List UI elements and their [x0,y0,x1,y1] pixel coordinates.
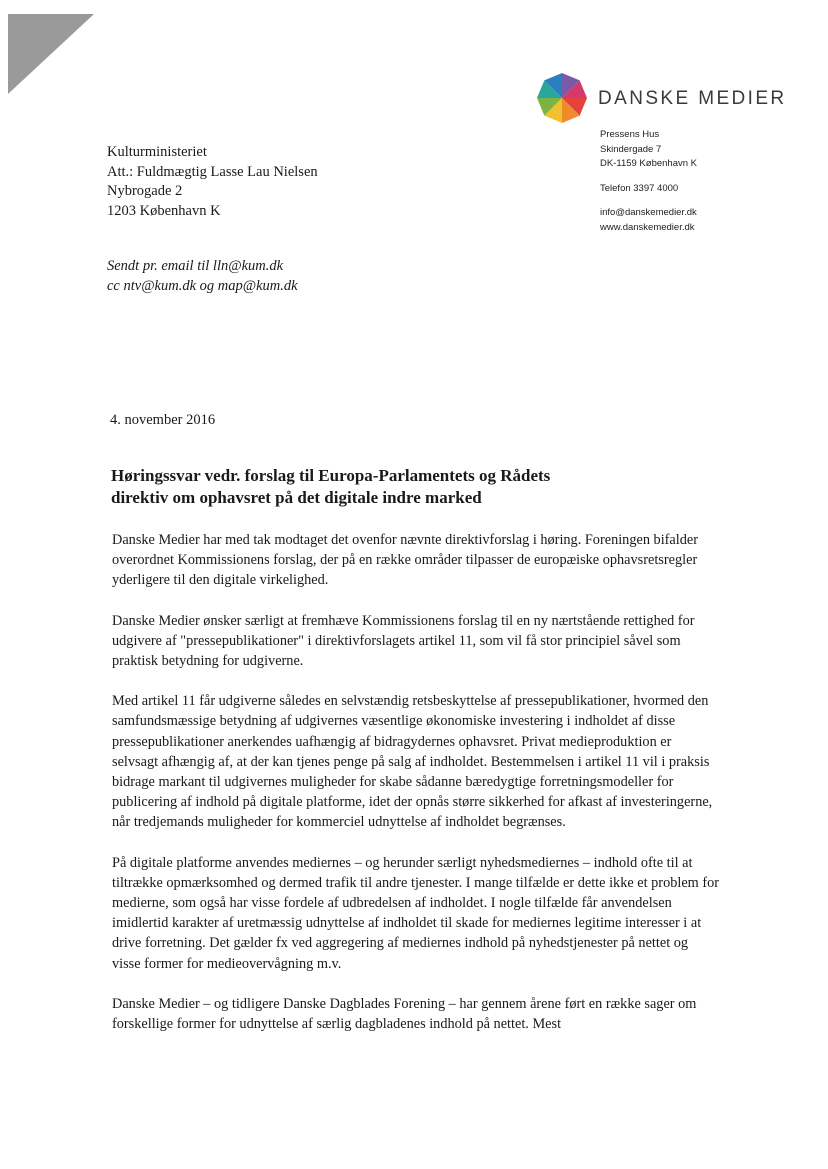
sender-address-block [600,128,697,235]
body-paragraph: Danske Medier ønsker særligt at fremhæve Kommissionens forslag til en ny nærtstående rettighed for udgivere af "pressepublikationer" i direktivforslagets artikel 11, som vil få stor principiel såvel som praktisk betydning for udgiverne. [112,612,695,670]
recipient-line: Att.: Fuldmægtig Lasse Lau Nielsen [107,163,318,180]
body-paragraph: Med artikel 11 får udgiverne således en selvstændig retsbeskyttelse af pressepublikationer, hvormed den samfundsmæssige betydning af udgivernes væsentlige økonomiske investering i indholdet af disse pressepublikationer anerkendes uafhængig af bidragydernes ophavsret. Privat medieproduktion er selvsagt afhængig af, at der kan tjenes penge på salg af indholdet. Bestemmelsen i artikel 11 vil i praksis bidrage markant til udgivernes muligheder for skabe sådanne bæredygtige forretningsmodeller for publicering af indhold på digitale platforme, idet der opnås større sikkerhed for afkast af investeringerne, når tredjemands muligheder for kommerciel udnyttelse af indholdet begrænses. [112,693,713,831]
recipient-line: Nybrogade 2 [107,183,183,199]
recipient-address-block [107,143,318,221]
sent-via-note [107,257,298,296]
letter-body [112,530,720,1054]
body-paragraph: Danske Medier – og tidligere Danske Dagblades Forening – har gennem årene ført en række sager om forskellige former for udnyttelse af særlig dagbladenes indhold på nettet. Mest [112,995,697,1033]
sender-city: DK-1159 København K [600,158,697,169]
cc-line: cc ntv@kum.dk og map@kum.dk [107,277,298,294]
sender-street: Skindergade 7 [600,143,662,155]
title-line: Høringssvar vedr. forslag til Europa-Parlamentets og Rådets [111,466,551,485]
sent-via-line: Sendt pr. email til lln@kum.dk [107,258,284,274]
recipient-line: Kulturministeriet [107,144,207,160]
sender-web: www.danskemedier.dk [600,221,695,233]
body-paragraph: Danske Medier har med tak modtaget det ovenfor nævnte direktivforslag i høring. Foreningen bifalder overordnet Kommissionens forslag, der på en række områder tilpasser de europæiske ophavsretsregler yderligere til den digitale virkelighed. [112,532,699,589]
page-corner-fold [8,14,94,94]
body-paragraph: På digitale platforme anvendes mediernes – og herunder særligt nyhedsmediernes – indhold ofte til at tiltrække opmærksomhed og dermed trafik til andre tjenester. I mange tilfælde er dette ikke et problem for medierne, som også har visse fordele af udbredelsen af indholdet. I nogle tilfælde får anvendelsen imidlertid karakter af uretmæssig udnyttelse af indholdet til skade for mediernes legitime interesser i at drive forretning. Det gælder fx ved aggregering af mediernes indhold på nyhedstjenester på nettet og visse former for medieovervågning m.v. [112,854,720,972]
brand-name: DANSKE MEDIER [598,88,787,109]
letter-title [111,465,691,509]
danske-medier-logo [536,72,588,124]
letter-date: 4. november 2016 [110,412,216,428]
sender-email: info@danskemedier.dk [600,207,697,218]
title-line: direktiv om ophavsret på det digitale indre marked [111,488,482,507]
recipient-line: 1203 København K [107,202,221,219]
sender-org: Pressens Hus [600,129,660,140]
sender-phone: Telefon 3397 4000 [600,182,679,194]
